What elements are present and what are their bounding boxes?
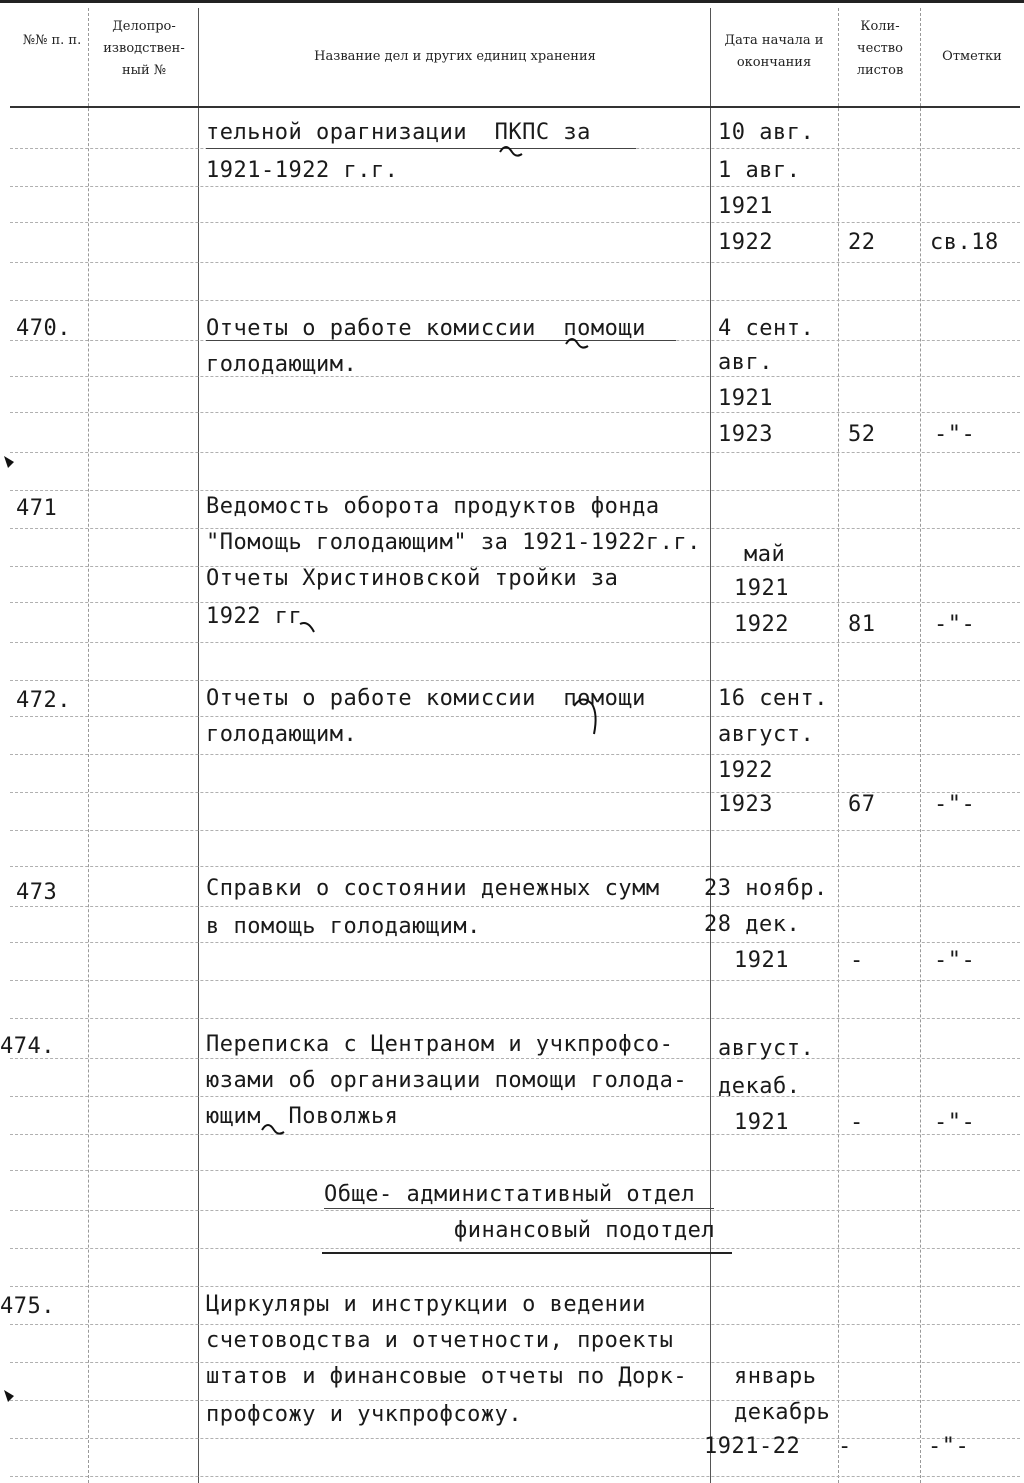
header-number: №№ п. п. bbox=[22, 33, 82, 48]
entry-sheet-count: - bbox=[850, 948, 864, 973]
entry-note: св.18 bbox=[930, 230, 999, 255]
entry-number: 473 bbox=[16, 880, 58, 905]
entry-date: 1921 bbox=[718, 386, 773, 411]
entry-title-line: Отчеты о работе комиссии помощи bbox=[206, 686, 646, 711]
entry-date: 1922 bbox=[718, 758, 773, 783]
entry-date: август. bbox=[718, 1036, 815, 1061]
entry-title-line: счетоводства и отчетности, проекты bbox=[206, 1328, 674, 1353]
entry-title-line: Циркуляры и инструкции о ведении bbox=[206, 1292, 646, 1317]
entry-date: 1922 bbox=[718, 230, 773, 255]
entry-title-line: ющим Поволжья bbox=[206, 1104, 399, 1129]
entry-date: 4 сент. bbox=[718, 316, 815, 341]
entry-date: декаб. bbox=[718, 1074, 801, 1099]
entry-note: -"- bbox=[928, 1434, 970, 1459]
entry-note: -"- bbox=[934, 422, 976, 447]
entry-number: 474. bbox=[0, 1034, 55, 1059]
entry-number: 472. bbox=[16, 688, 71, 713]
entry-sheet-count: 52 bbox=[848, 422, 876, 447]
entry-title-line: Справки о состоянии денежных сумм bbox=[206, 876, 660, 901]
entry-title-line: тельной орагнизации ПКПС за bbox=[206, 120, 591, 145]
entry-note: -"- bbox=[934, 1110, 976, 1135]
entry-date: 16 сент. bbox=[718, 686, 828, 711]
entry-number: 471 bbox=[16, 496, 58, 521]
header-office-number: Делопро- изводствен- ный № bbox=[103, 19, 185, 78]
entry-date: 1923 bbox=[718, 792, 773, 817]
entry-note: -"- bbox=[934, 612, 976, 637]
entry-title-line: "Помощь голодающим" за 1921-1922г.г. bbox=[206, 530, 701, 555]
entry-date: 10 авг. bbox=[718, 120, 815, 145]
entry-note: -"- bbox=[934, 948, 976, 973]
entry-date: 1 авг. bbox=[718, 158, 801, 183]
entry-date: 1923 bbox=[718, 422, 773, 447]
entry-title-line: юзами об организации помощи голода- bbox=[206, 1068, 688, 1093]
entry-sheet-count: 22 bbox=[848, 230, 876, 255]
header-dates: Дата начала и окончания bbox=[724, 33, 824, 70]
section-department: Обще- администативный отдел bbox=[324, 1182, 696, 1207]
header-title: Название дел и других единиц хранения bbox=[314, 49, 596, 64]
entry-date: 28 дек. bbox=[704, 912, 801, 937]
entry-date: май bbox=[744, 542, 786, 567]
entry-date: 1922 bbox=[734, 612, 789, 637]
entry-title-line: Ведомость оборота продуктов фонда bbox=[206, 494, 660, 519]
entry-date: 1921 bbox=[734, 1110, 789, 1135]
entry-date: декабрь bbox=[734, 1400, 831, 1425]
entry-note: -"- bbox=[934, 792, 976, 817]
entry-title-line: в помощь голодающим. bbox=[206, 914, 481, 939]
entry-date: авг. bbox=[718, 350, 773, 375]
entry-title-line: 1921-1922 г.г. bbox=[206, 158, 399, 183]
entry-number: 470. bbox=[16, 316, 71, 341]
entry-date: 1921 bbox=[734, 948, 789, 973]
entry-title-line: голодающим. bbox=[206, 352, 358, 377]
entry-sheet-count: 81 bbox=[848, 612, 876, 637]
entry-title-line: Отчеты Христиновской тройки за bbox=[206, 566, 619, 591]
entry-number: 475. bbox=[0, 1294, 55, 1319]
entry-title-line: Переписка с Центраном и учкпрофсо- bbox=[206, 1032, 674, 1057]
section-subdepartment: финансовый подотдел bbox=[454, 1218, 716, 1243]
entry-sheet-count: 67 bbox=[848, 792, 876, 817]
entry-sheet-count: - bbox=[850, 1110, 864, 1135]
entry-date: август. bbox=[718, 722, 815, 747]
entry-date: 1921-22 bbox=[704, 1434, 801, 1459]
entry-date: 1921 bbox=[734, 576, 789, 601]
entry-date: 23 ноябр. bbox=[704, 876, 828, 901]
entry-title-line: профсожу и учкпрофсожу. bbox=[206, 1402, 523, 1427]
entry-title-line: штатов и финансовые отчеты по Дорк- bbox=[206, 1364, 688, 1389]
entry-sheet-count: - bbox=[838, 1434, 852, 1459]
header-sheet-count: Коли- чество листов bbox=[856, 19, 904, 78]
entry-date: 1921 bbox=[718, 194, 773, 219]
header-notes: Отметки bbox=[942, 49, 1002, 64]
entry-title-line: голодающим. bbox=[206, 722, 358, 747]
entry-date: январь bbox=[734, 1364, 817, 1389]
entry-title-line: 1922 гг bbox=[206, 604, 303, 629]
entry-title-line: Отчеты о работе комиссии помощи bbox=[206, 316, 646, 341]
